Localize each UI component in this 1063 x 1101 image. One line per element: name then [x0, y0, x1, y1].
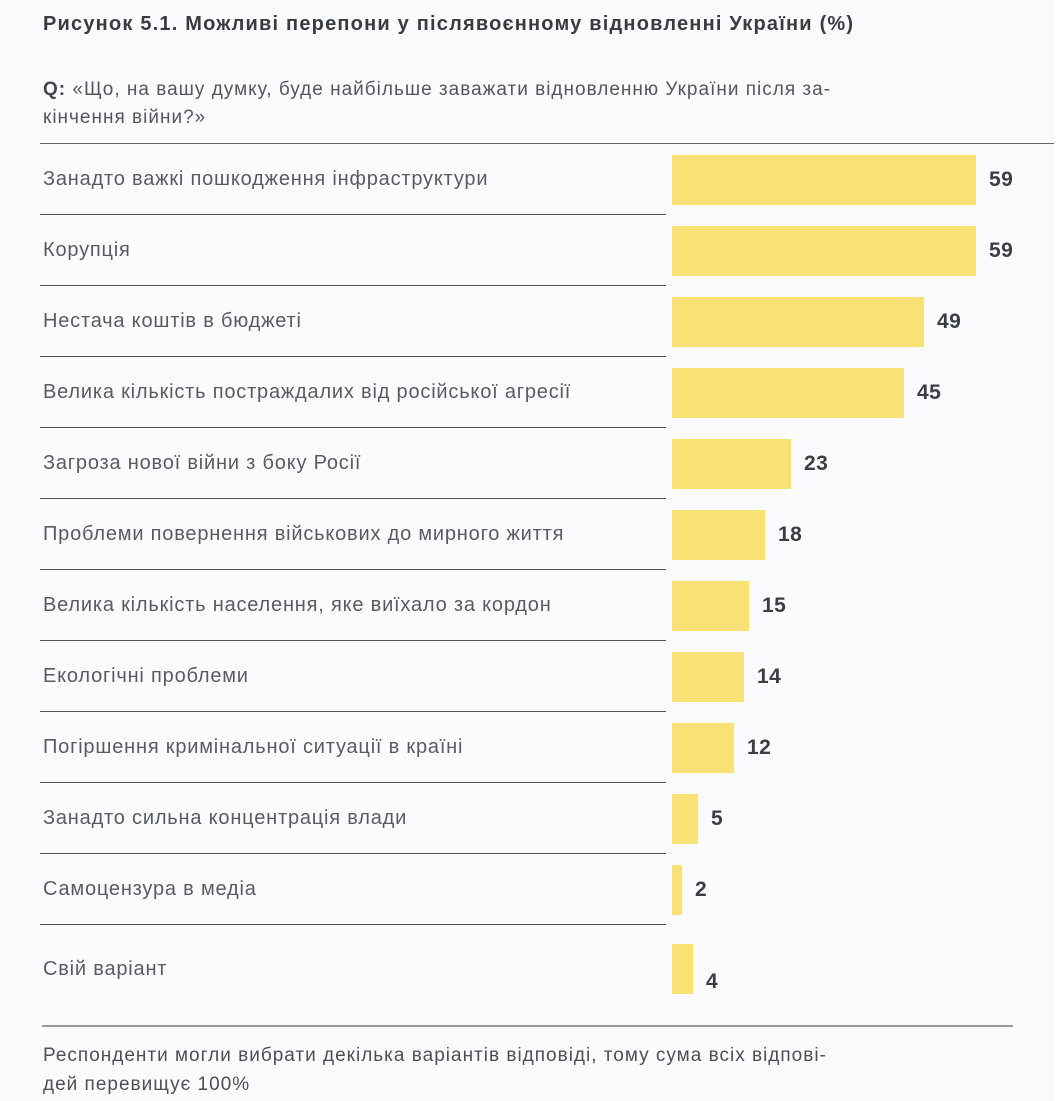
footnote — [43, 1041, 1033, 1099]
bar-area — [672, 368, 941, 418]
bar-value: 49 — [937, 309, 962, 333]
bar-label: Екологічні проблеми — [43, 665, 249, 687]
chart-row — [43, 570, 1023, 641]
bar — [672, 865, 682, 915]
bar — [672, 652, 744, 702]
bar-area — [672, 226, 1013, 276]
bar-chart — [43, 144, 1023, 1013]
bar-label: Велика кількість постраждалих від російської агресії — [43, 381, 572, 403]
figure-title: Рисунок 5.1. Можливі перепони у післявоєнному відновленні України (%) — [43, 13, 855, 35]
footnote-line-2: дей перевищує 100% — [43, 1074, 251, 1095]
bar-area — [672, 944, 718, 994]
bar — [672, 581, 749, 631]
chart-row — [43, 357, 1023, 428]
bar-value: 45 — [917, 380, 942, 404]
chart-row — [43, 925, 1023, 1013]
question-label: Q: — [43, 79, 67, 100]
bar-value: 59 — [989, 167, 1014, 191]
bar — [672, 297, 924, 347]
bar — [672, 723, 734, 773]
bar — [672, 510, 765, 560]
chart-row — [43, 428, 1023, 499]
bar-label: Корупція — [43, 239, 131, 261]
bar-label: Занадто сильна концентрація влади — [43, 807, 408, 829]
bar — [672, 155, 976, 205]
bar-label: Велика кількість населення, яке виїхало за кордон — [43, 594, 552, 616]
question-text-2: кінчення війни?» — [43, 107, 207, 128]
bar-area — [672, 865, 707, 915]
bar-area — [672, 581, 786, 631]
bar-value: 12 — [747, 735, 772, 759]
bar — [672, 944, 693, 994]
bar — [672, 794, 698, 844]
chart-row — [43, 499, 1023, 570]
footer-divider — [42, 1025, 1013, 1027]
chart-row — [43, 854, 1023, 925]
chart-row — [43, 215, 1023, 286]
bar-label: Погіршення кримінальної ситуації в країні — [43, 736, 464, 758]
bar-value: 23 — [804, 451, 829, 475]
chart-row — [43, 144, 1023, 215]
chart-row — [43, 286, 1023, 357]
chart-row — [43, 783, 1023, 854]
bar-area — [672, 652, 781, 702]
footnote-line-1: Респонденти могли вибрати декілька варіантів відповіді, тому сума всіх відпові- — [43, 1045, 827, 1066]
bar-value: 14 — [757, 664, 782, 688]
bar-value: 15 — [762, 593, 787, 617]
bar-label: Нестача коштів в бюджеті — [43, 310, 302, 332]
bar — [672, 439, 791, 489]
chart-row — [43, 712, 1023, 783]
bar-value: 4 — [706, 970, 719, 993]
bar-label: Занадто важкі пошкодження інфраструктури — [43, 168, 489, 190]
bar — [672, 368, 904, 418]
bar — [672, 226, 976, 276]
bar-label: Самоцензура в медіа — [43, 878, 257, 900]
survey-question — [43, 76, 1033, 132]
bar-label: Загроза нової війни з боку Росії — [43, 452, 362, 474]
bar-area — [672, 510, 802, 560]
bar-value: 5 — [711, 806, 724, 830]
page-edge — [1054, 0, 1063, 1101]
bar-area — [672, 723, 771, 773]
question-line-1 — [43, 76, 1033, 104]
bar-label: Проблеми повернення військових до мирного життя — [43, 523, 565, 545]
bar-value: 2 — [695, 877, 708, 901]
bar-area — [672, 439, 828, 489]
question-text-1: «Що, на вашу думку, буде найбільше заважати відновленню України після за- — [72, 79, 831, 100]
bar-label: Свій варіант — [43, 957, 168, 980]
bar-area — [672, 297, 961, 347]
bar-value: 59 — [989, 238, 1014, 262]
bar-area — [672, 794, 723, 844]
bar-value: 18 — [778, 522, 803, 546]
bar-area — [672, 155, 1013, 205]
chart-row — [43, 641, 1023, 712]
